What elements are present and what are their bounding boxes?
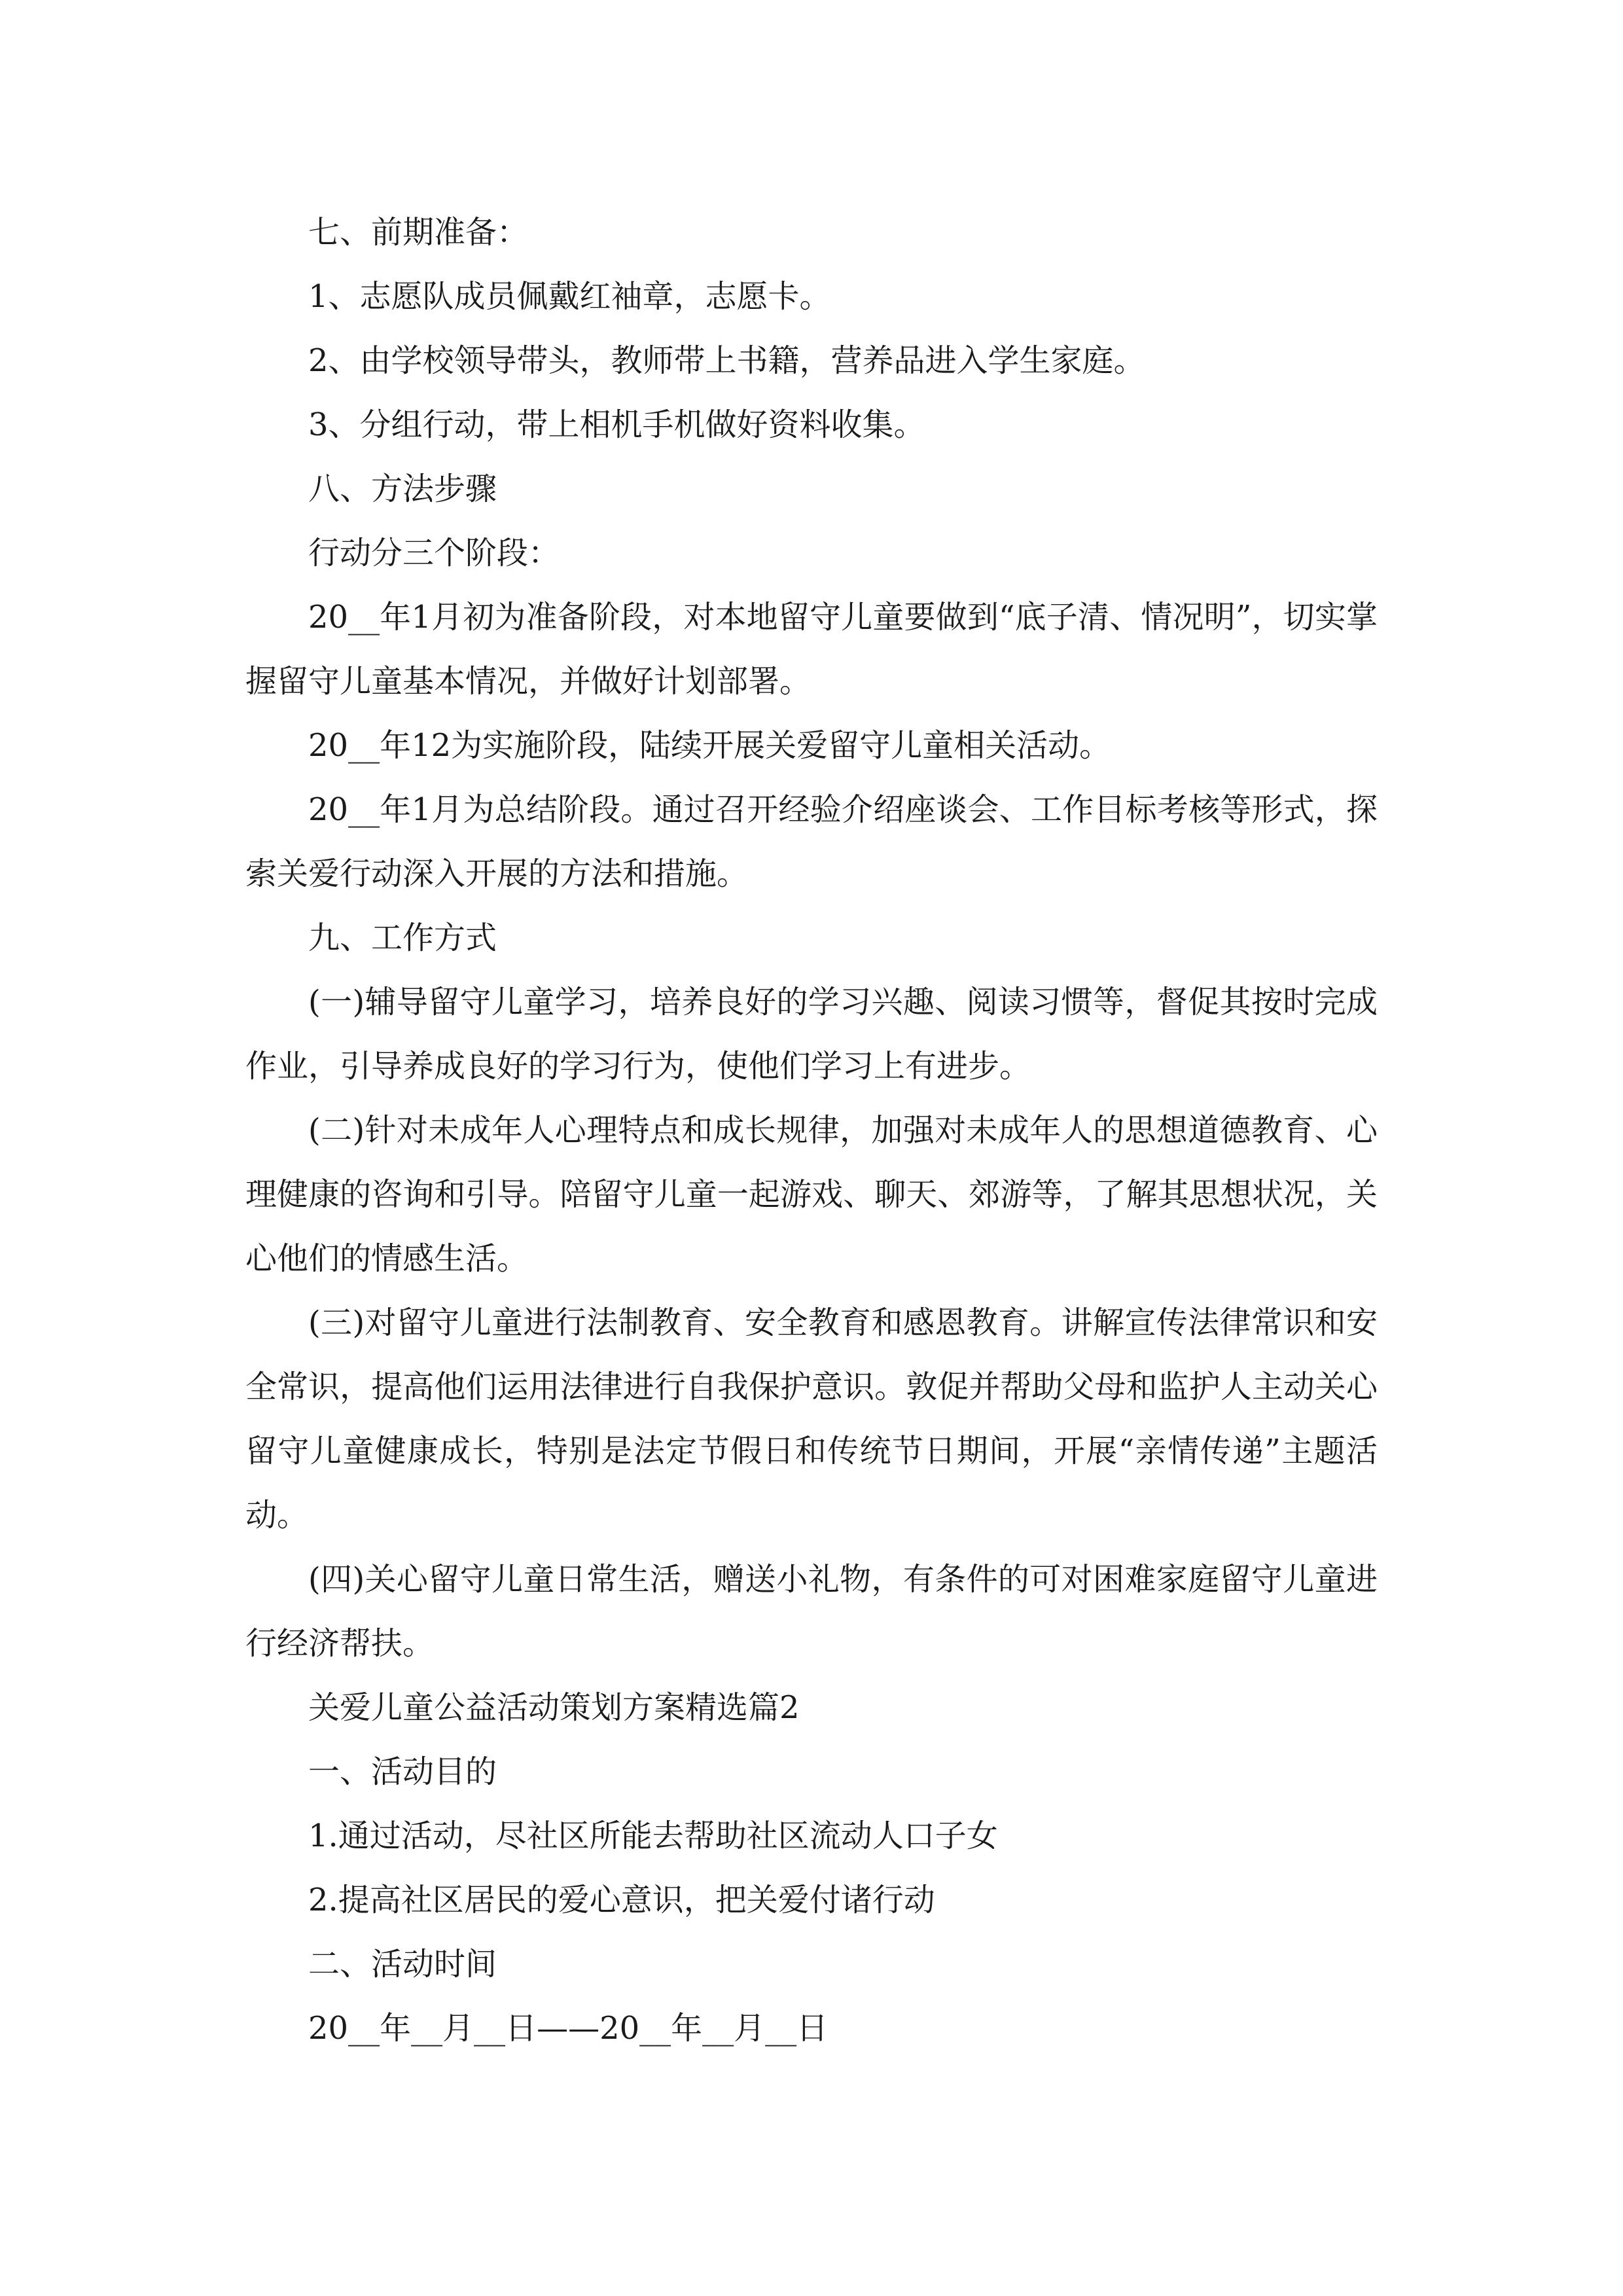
list-item: 1.通过活动，尽社区所能去帮助社区流动人口子女 bbox=[308, 1818, 998, 1854]
paragraph: 20__年12为实施阶段，陆续开展关爱留守儿童相关活动。 bbox=[308, 727, 1111, 764]
paragraph: 行动分三个阶段： bbox=[308, 535, 560, 571]
list-item: 2、由学校领导带头，教师带上书籍，营养品进入学生家庭。 bbox=[308, 342, 1145, 379]
list-item: 1、志愿队成员佩戴红袖章，志愿卡。 bbox=[308, 278, 831, 315]
list-item: 2.提高社区居民的爱心意识，把关爱付诸行动 bbox=[308, 1882, 935, 1918]
paragraph: (四)关心留守儿童日常生活，赠送小礼物，有条件的可对困难家庭留守儿童进行经济帮扶。 bbox=[245, 1561, 1378, 1662]
section-heading-method-steps: 八、方法步骤 bbox=[308, 471, 497, 507]
paragraph: 20__年1月为总结阶段。通过召开经验介绍座谈会、工作目标考核等形式，探索关爱行动深入开展的方法和措施。 bbox=[245, 791, 1378, 892]
paragraph: 20__年1月初为准备阶段，对本地留守儿童要做到“底子清、情况明”，切实掌握留守儿童基本情况，并做好计划部署。 bbox=[245, 599, 1378, 700]
article-title: 关爱儿童公益活动策划方案精选篇2 bbox=[308, 1689, 800, 1726]
date-range: 20__年__月__日——20__年__月__日 bbox=[308, 2010, 829, 2047]
section-heading-purpose: 一、活动目的 bbox=[308, 1753, 497, 1790]
document-body bbox=[245, 200, 1378, 2060]
section-heading-work-mode: 九、工作方式 bbox=[308, 920, 497, 956]
list-item: 3、分组行动，带上相机手机做好资料收集。 bbox=[308, 406, 925, 443]
section-heading-preparation: 七、前期准备： bbox=[308, 214, 529, 251]
paragraph: (一)辅导留守儿童学习，培养良好的学习兴趣、阅读习惯等，督促其按时完成作业，引导养成良好的学习行为，使他们学习上有进步。 bbox=[245, 984, 1378, 1085]
paragraph: (三)对留守儿童进行法制教育、安全教育和感恩教育。讲解宣传法律常识和安全常识，提高他们运用法律进行自我保护意识。敦促并帮助父母和监护人主动关心留守儿童健康成长，特别是法定节假日和传统节日期间，开展“亲情传递”主题活动。 bbox=[245, 1304, 1378, 1534]
section-heading-time: 二、活动时间 bbox=[308, 1946, 497, 1982]
paragraph: (二)针对未成年人心理特点和成长规律，加强对未成年人的思想道德教育、心理健康的咨询和引导。陪留守儿童一起游戏、聊天、郊游等，了解其思想状况，关心他们的情感生活。 bbox=[245, 1112, 1378, 1277]
